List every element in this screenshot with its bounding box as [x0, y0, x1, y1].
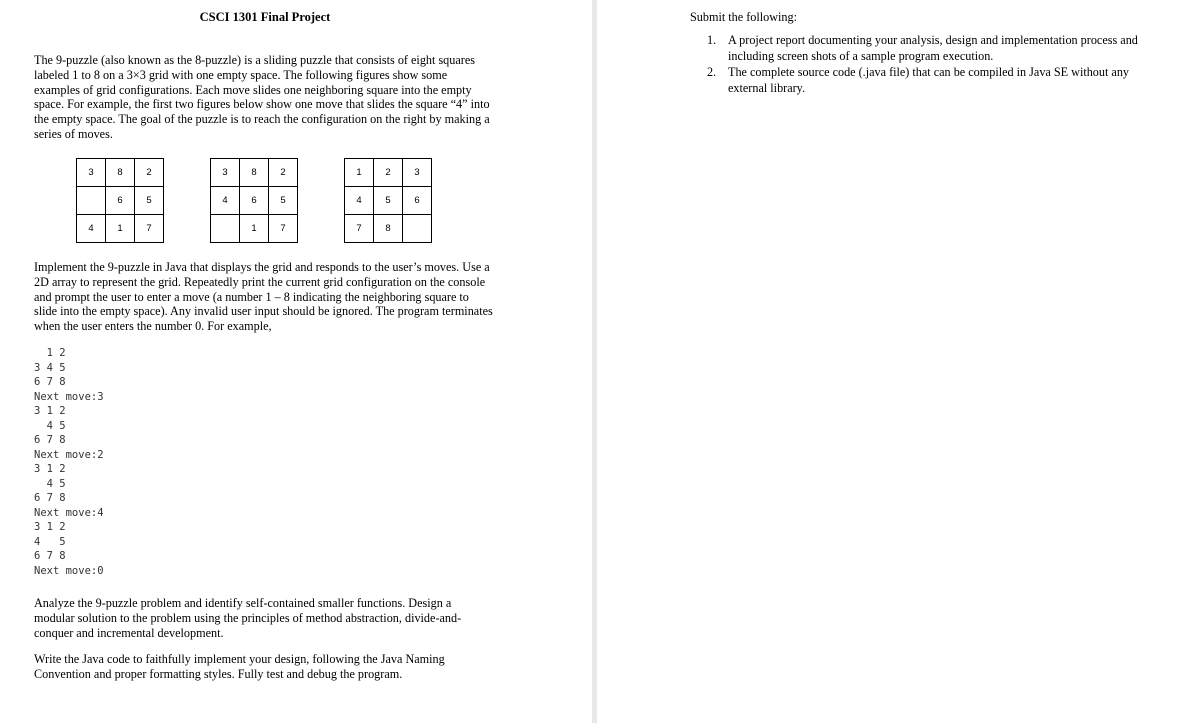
grid-cell: 2	[135, 159, 164, 187]
grid-cell: 8	[106, 159, 135, 187]
submit-item-number: 2.	[707, 65, 717, 79]
write-paragraph: Write the Java code to faithfully implement your design, following the Java Naming Convention and proper formatting styles. Fully test and debug the program.	[34, 652, 445, 681]
submit-item	[707, 65, 1157, 96]
analyze-paragraph: Analyze the 9-puzzle problem and identify self-contained smaller functions. Design a modular solution to the problem using the principles of method abstraction, divide-and-conquer and incremental development.	[34, 596, 462, 640]
grid-cell: 8	[374, 215, 403, 243]
grid-cell: 5	[135, 187, 164, 215]
grid-cell: 5	[269, 187, 298, 215]
grid-cell: 8	[240, 159, 269, 187]
grid-cell	[211, 215, 240, 243]
grid-cell: 1	[106, 215, 135, 243]
implement-paragraph: Implement the 9-puzzle in Java that displays the grid and responds to the user’s moves. Use a 2D array to represent the grid. Repeatedly print the current grid configuration on the console and prompt the user to enter a move (a number 1 – 8 indicating the neighboring square to slide into the empty space). Any invalid user input should be ignored. The program terminates when the user enters the number 0. For example,	[34, 260, 493, 334]
grid-cell: 3	[403, 159, 432, 187]
grid-cell: 1	[240, 215, 269, 243]
intro-paragraph: The 9-puzzle (also known as the 8-puzzle) is a sliding puzzle that consists of eight squares labeled 1 to 8 on a 3×3 grid with one empty space. The following figures show some examples of grid configurations. Each move slides one neighboring square into the empty space. For example, the first two figures below show one move that slides the square “4” into the empty space. The goal of the puzzle is to reach the configuration on the right by making a series of moves.	[34, 53, 490, 141]
grid-cell: 2	[269, 159, 298, 187]
grid-cell: 4	[345, 187, 374, 215]
grid-cell: 4	[211, 187, 240, 215]
submit-item-number: 1.	[707, 33, 717, 47]
grid-cell	[77, 187, 106, 215]
grid-cell: 2	[374, 159, 403, 187]
page-title: CSCI 1301 Final Project	[199, 10, 331, 24]
grid-cell: 6	[240, 187, 269, 215]
submit-item-text: A project report documenting your analysis, design and implementation process and including screen shots of a sample program execution.	[728, 33, 1138, 63]
grid-cell: 1	[345, 159, 374, 187]
grid-cell: 7	[345, 215, 374, 243]
grid-cell: 6	[403, 187, 432, 215]
grid-cell	[403, 215, 432, 243]
puzzle-grid-after-move	[210, 158, 298, 243]
grid-cell: 3	[211, 159, 240, 187]
project-page-right	[597, 0, 1196, 723]
grid-cell: 5	[374, 187, 403, 215]
console-example: 1 2 3 4 5 6 7 8 Next move:3 3 1 2 4 5 6 7 8 Next move:2 3 1 2 4 5 6 7 8 Next move:4 3 1 2 4 5 6 7 8 Next move:0	[34, 347, 104, 577]
submit-item	[707, 33, 1157, 64]
submit-heading: Submit the following:	[690, 10, 797, 24]
grid-cell: 7	[135, 215, 164, 243]
grid-cell: 4	[77, 215, 106, 243]
grid-cell: 7	[269, 215, 298, 243]
submit-list	[707, 33, 1157, 97]
grid-cell: 3	[77, 159, 106, 187]
puzzle-grid-goal	[344, 158, 432, 243]
puzzle-grid-initial	[76, 158, 164, 243]
grid-cell: 6	[106, 187, 135, 215]
submit-item-text: The complete source code (.java file) that can be compiled in Java SE without any external library.	[728, 65, 1130, 95]
project-page-left	[0, 0, 592, 723]
